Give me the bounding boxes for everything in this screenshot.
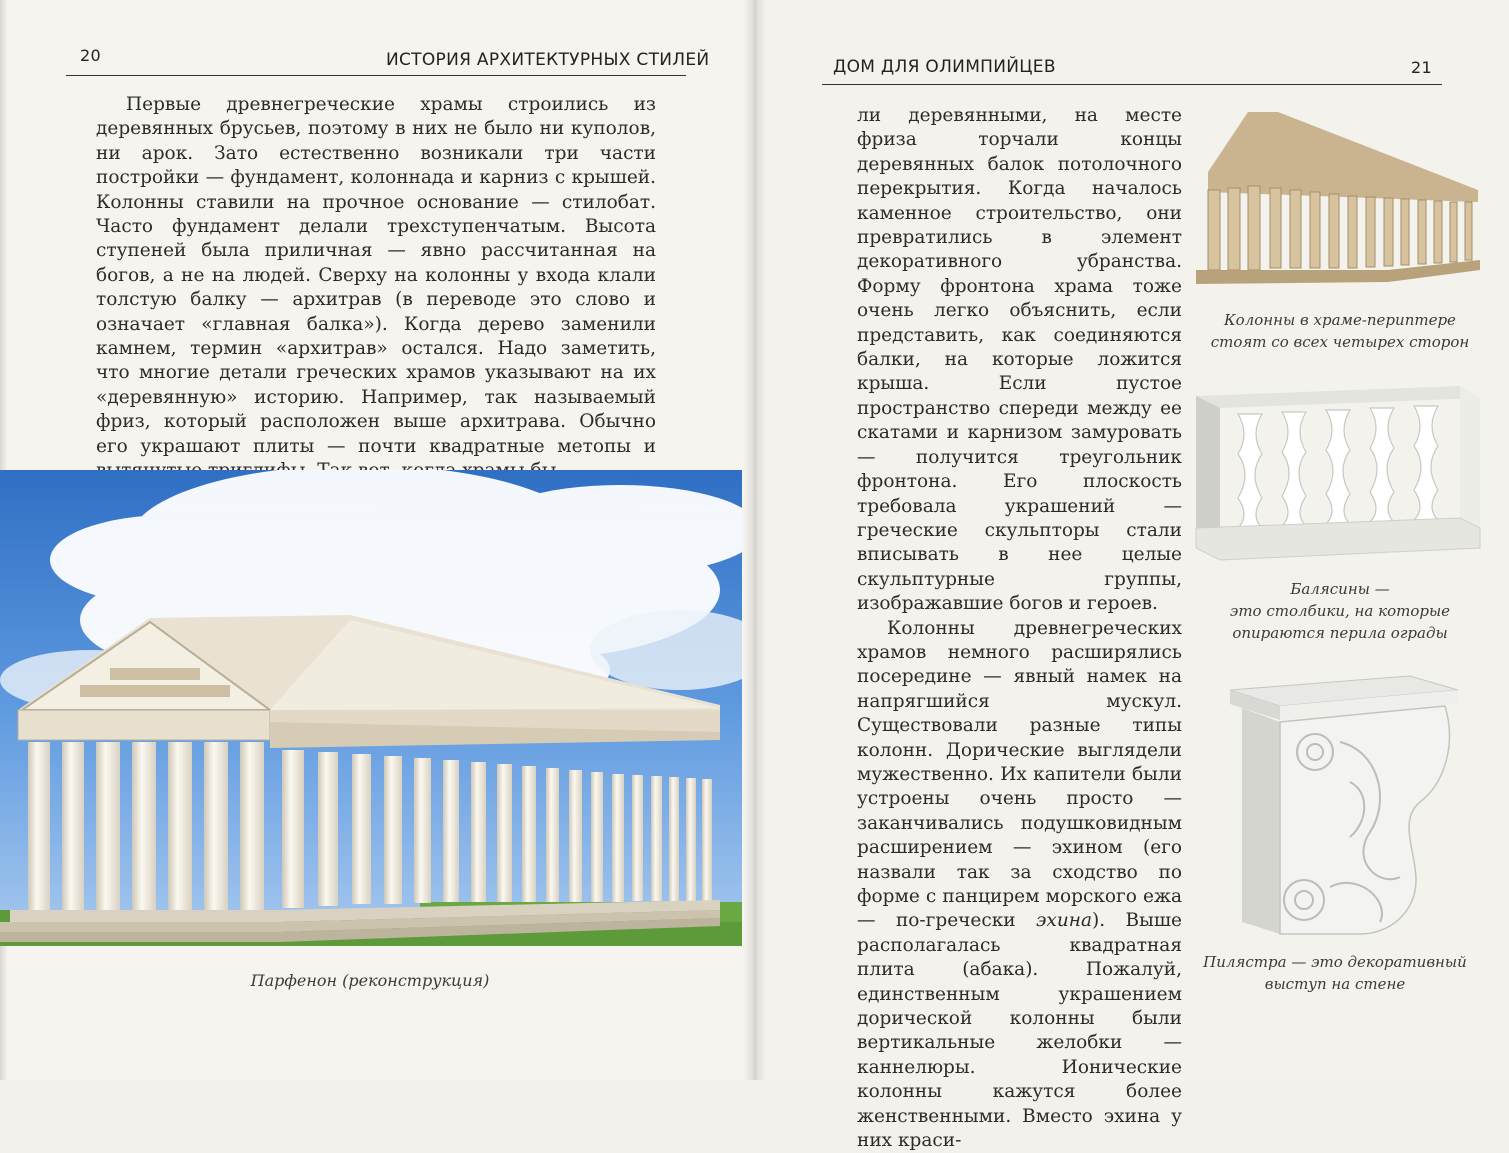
right-header-rule [822, 84, 1442, 85]
right-body-text [857, 104, 1182, 1152]
pilaster-caption-line-1: Пилястра — это декоративный [1203, 953, 1467, 971]
parthenon-photo [0, 470, 742, 946]
peripteros-caption-line-2: стоят со всех четырех сторон [1210, 333, 1470, 351]
peripteros-temple-photo [1188, 102, 1488, 302]
peripteros-caption [1190, 309, 1490, 353]
right-running-title: ДОМ ДЛЯ ОЛИМПИЙЦЕВ [833, 57, 1056, 77]
parthenon-caption: Парфенон (реконструкция) [250, 971, 490, 990]
balusters-caption-line-3: опираются перила ограды [1232, 624, 1448, 642]
right-page-number: 21 [1411, 58, 1432, 77]
right-paragraph-2-part-b: ). Выше располагалась квадратная плита (абака). Пожалуй, единственным украшением дорической колонны были вертикальные желобки — каннелюры. Ионические колонны кажутся более женственными. Вместо эхина у них краси- [857, 910, 1182, 1152]
right-paragraph-1: ли деревянными, на месте фриза торчали концы деревянных балок потолочного перекрытия. Когда началось каменное строительство, они превратились в элемент декоративного убранства. Форму фронтона храма тоже очень легко объяснить, если представить, как соединяются балки, на которые ложится крыша. Если пустое пространство спереди между ее скатами и карнизом замуровать — получится треугольник фронтона. Его плоскость требовала украшений — греческие скульпторы стали вписывать в нее целые скульптурные группы, изображавшие богов и героев. [857, 105, 1182, 615]
book-gutter [744, 0, 766, 1080]
balusters-caption-line-1: Балясины — [1290, 580, 1390, 598]
balusters-caption [1190, 578, 1490, 644]
left-page-number: 20 [80, 46, 101, 65]
right-paragraph-2-italic: эхина [1036, 910, 1092, 932]
right-paragraph-2 [857, 617, 1182, 1153]
left-body-text [96, 93, 656, 463]
peripteros-caption-line-1: Колонны в храме-периптере [1224, 311, 1456, 329]
right-paragraph-2-part-a: Колонны древнегреческих храмов немного расширялись посередине — явный намек на напрягшийся мускул. Существовали разные типы колонн. Дорические выглядели мужественно. Их капители были устроены очень просто — заканчивались подушковидным расширением — эхином (его назвали так за сходство по форме с панцирем морского ежа — по-гречески [857, 617, 1182, 932]
pilaster-photo [1220, 672, 1470, 942]
balusters-caption-line-2: это столбики, на которые [1229, 602, 1451, 620]
left-paragraph: Первые древнегреческие храмы строились из деревянных брусьев, поэтому в них не было ни куполов, ни арок. Зато естественно возникали три части постройки — фундамент, колоннада и карниз с крышей. Колонны ставили на прочное основание — стилобат. Часто фундамент делали трехступенчатым. Высота ступеней была приличная — явно рассчитанная на богов, а не на людей. Сверху на колонны у входа клали толстую балку — архитрав (в переводе это слово и означает «главная балка»). Когда дерево заменили камнем, термин «архитрав» остался. Надо заметить, что многие детали греческих храмов указывают на их «деревянную» историю. Например, так называемый фриз, который расположен выше архитрава. Обычно его украшают плиты — почти квадратные метопы и [96, 94, 656, 457]
left-header-rule [66, 75, 686, 76]
balustrade-photo [1190, 378, 1490, 568]
pilaster-caption-line-2: выступ на стене [1264, 975, 1406, 993]
left-running-title: ИСТОРИЯ АРХИТЕКТУРНЫХ СТИЛЕЙ [386, 50, 710, 70]
pilaster-caption [1190, 951, 1480, 995]
